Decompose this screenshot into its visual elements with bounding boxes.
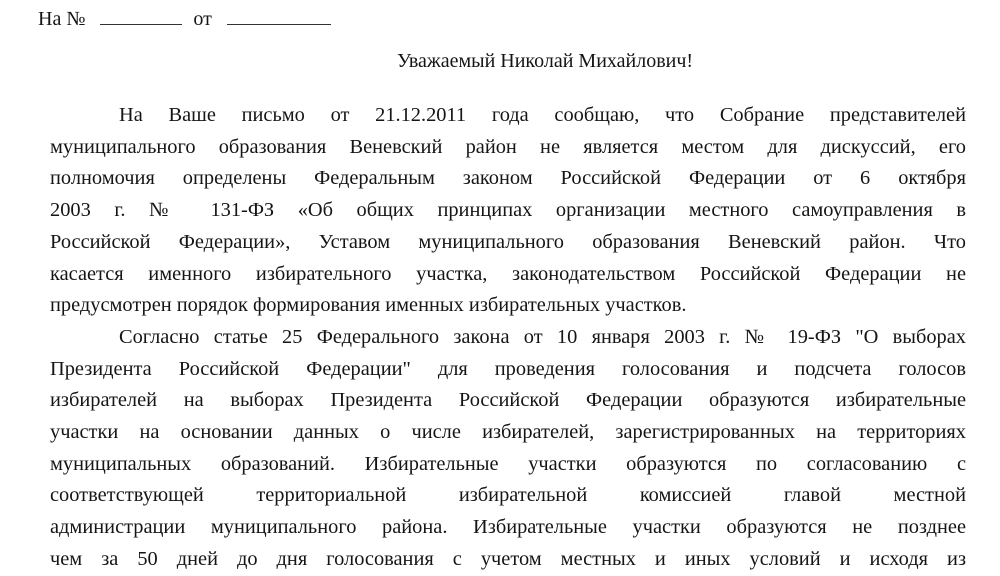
letter-body [50, 100, 966, 576]
text-line: предусмотрен порядок формирования именных избирательных участков. [50, 294, 687, 317]
ref-number-label: На № [38, 8, 86, 30]
paragraph [50, 322, 966, 576]
salutation: Уважаемый Николай Михайлович! [396, 50, 694, 72]
ref-date-blank [227, 6, 331, 25]
text-line: участки на основании данных о числе избирателей, зарегистрированных на территориях [50, 421, 966, 444]
text-line: администрации муниципального района. Избирательные участки образуются не позднее [50, 516, 966, 539]
text-line: Согласно статье 25 Федерального закона от 10 января 2003 г. № 19-ФЗ "О выборах [119, 325, 966, 348]
text-line: чем за 50 дней до дня голосования с учетом местных и иных условий и исходя из [50, 547, 966, 570]
text-line: избирателей на выборах Президента Российской Федерации образуются избирательные [50, 389, 966, 412]
text-line: На Ваше письмо от 21.12.2011 года сообщаю, что Собрание представителей [119, 104, 966, 126]
text-line: соответствующей территориальной избирательной комиссией главой местной [50, 484, 966, 507]
ref-date-label: от [193, 8, 212, 30]
text-line: муниципальных образований. Избирательные участки образуются по согласованию с [50, 452, 966, 475]
text-line: касается именного избирательного участка, законодательством Российской Федерации не [50, 262, 966, 285]
paragraph [50, 100, 966, 322]
top-reference-lines [38, 0, 338, 3]
reference-row [38, 6, 331, 32]
ref-number-blank [100, 6, 182, 25]
text-line: Российской Федерации», Уставом муниципального образования Веневский район. Что [50, 230, 966, 253]
text-line: полномочия определены Федеральным законом Российской Федерации от 6 октября [50, 167, 966, 190]
text-line: 2003 г. № 131-ФЗ «Об общих принципах организации местного самоуправления в [50, 199, 966, 222]
text-line: Президента Российской Федерации" для проведения голосования и подсчета голосов [50, 357, 966, 380]
text-line: муниципального образования Веневский район не является местом для дискуссий, его [50, 135, 966, 158]
